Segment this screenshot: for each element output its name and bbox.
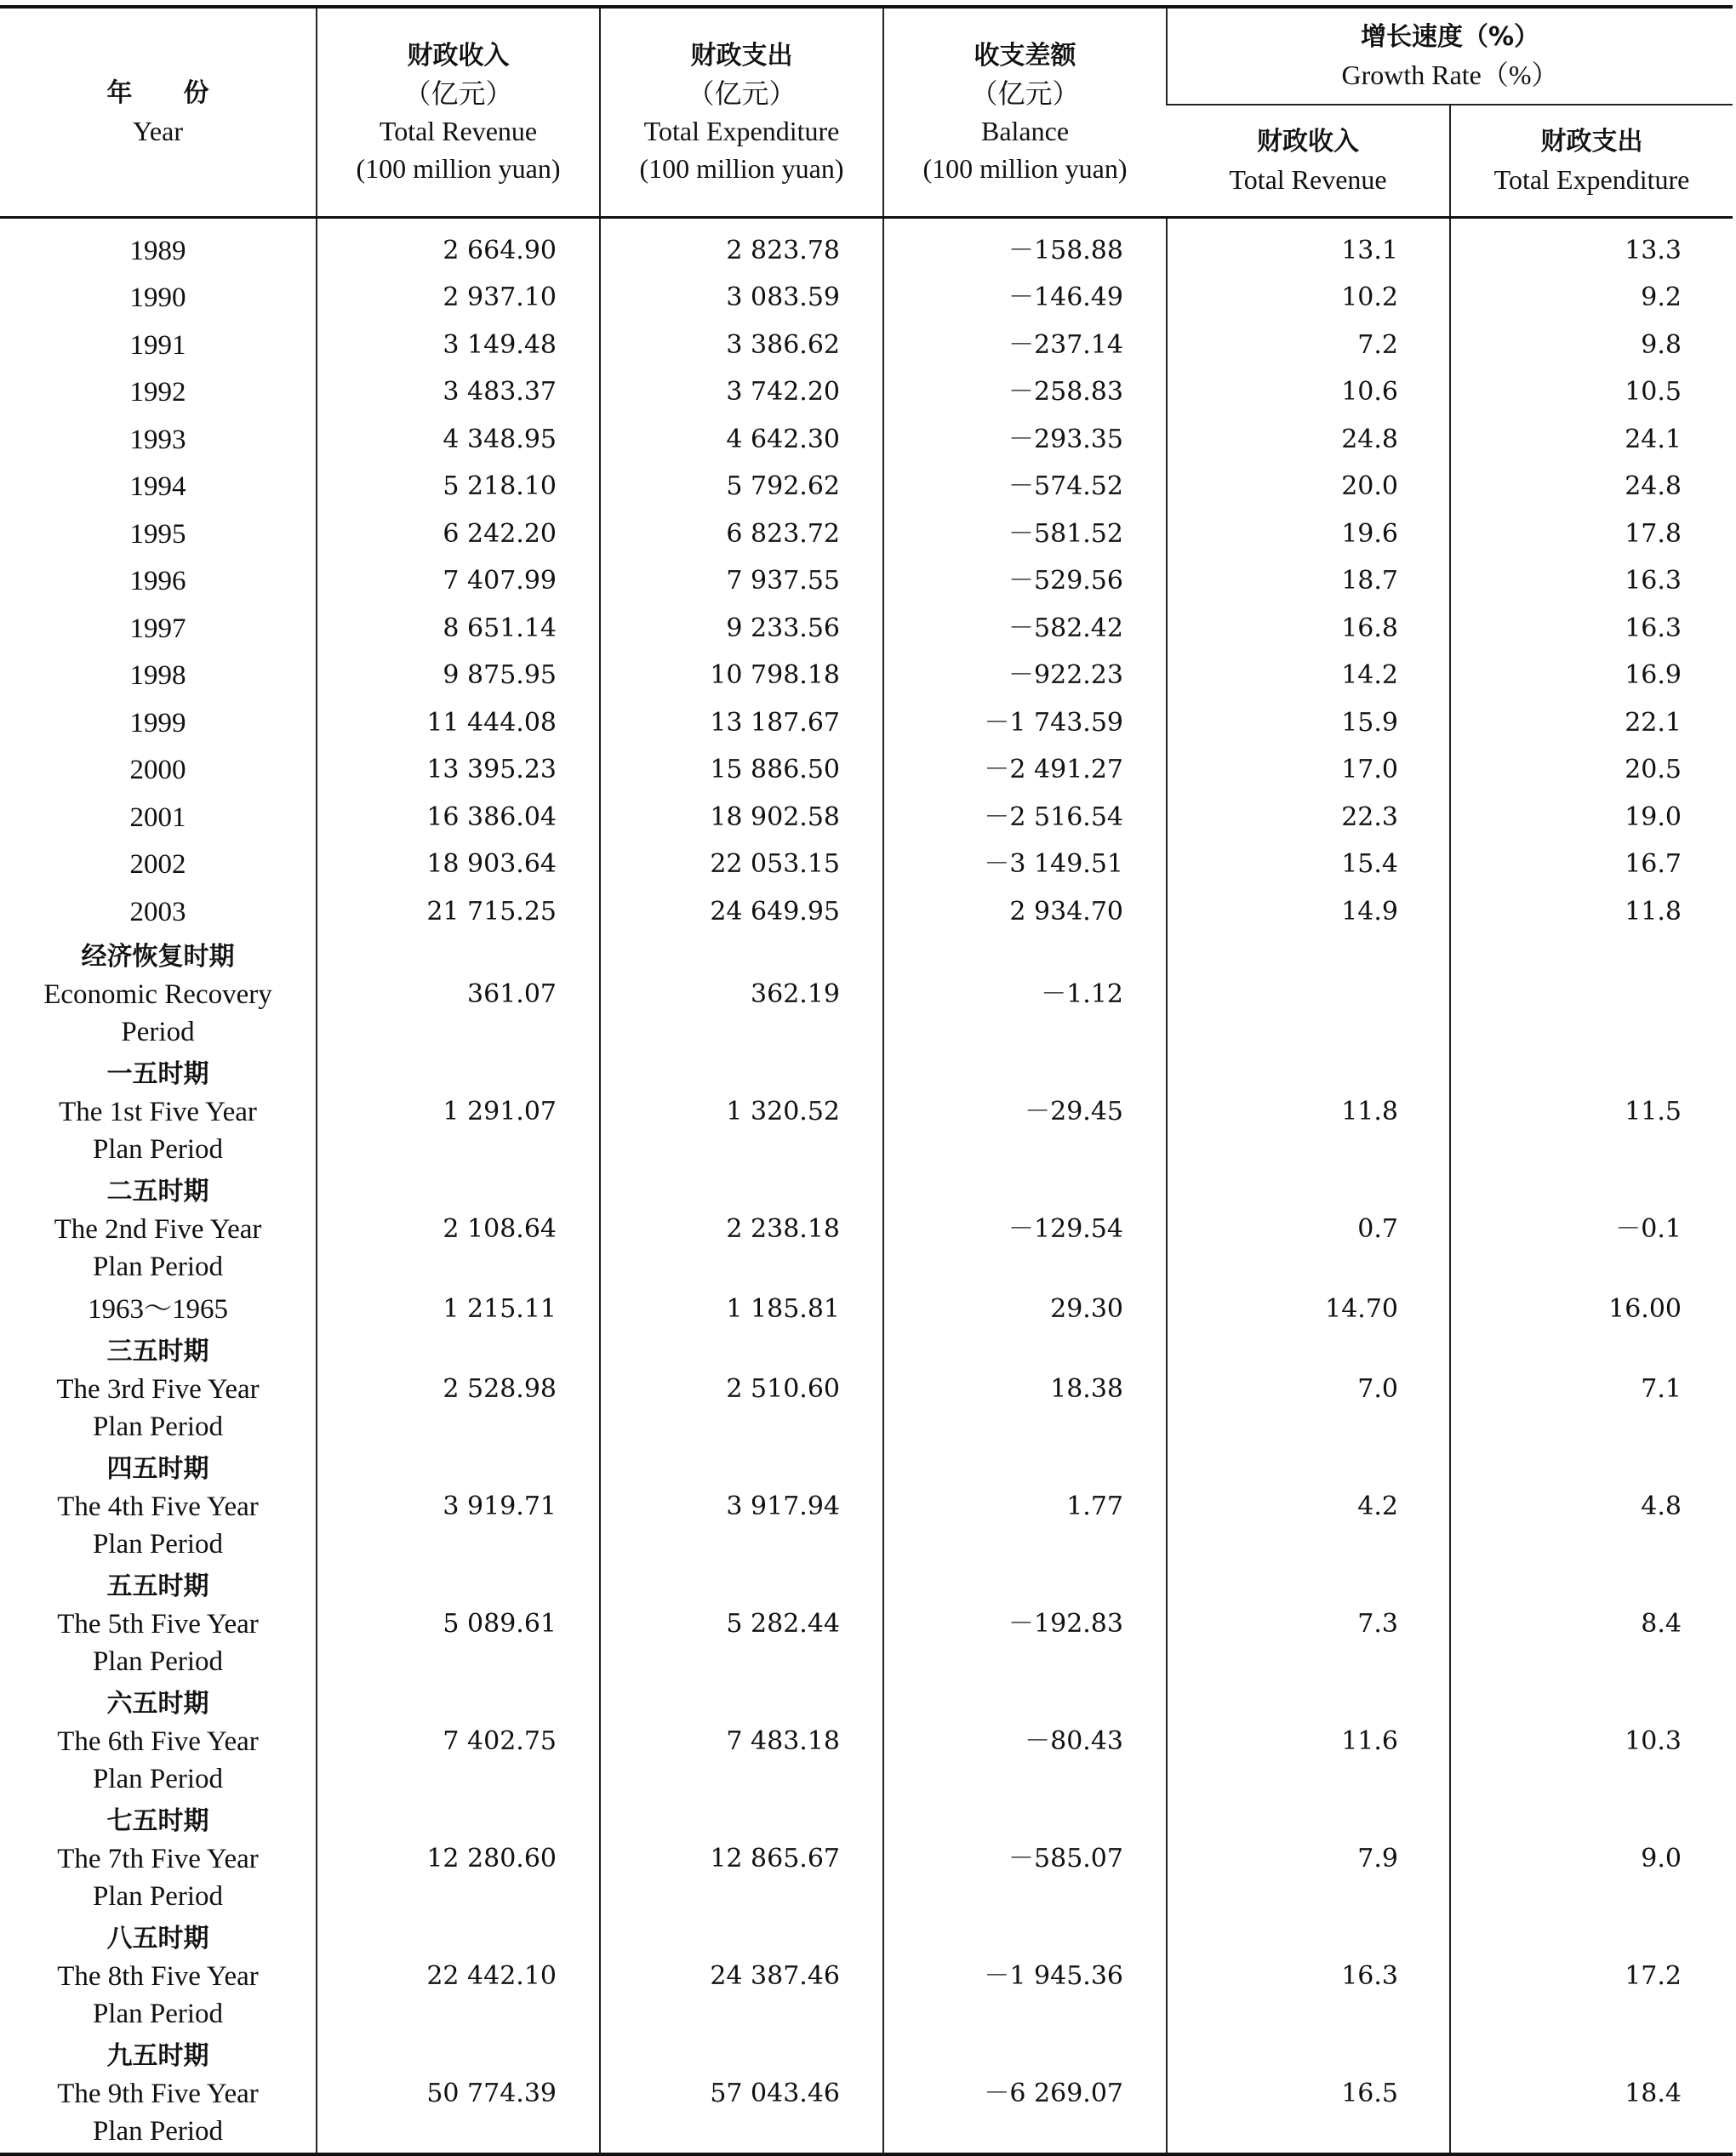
table-row <box>0 1448 1733 1566</box>
period-cell <box>0 1171 317 1288</box>
period-name-zh: 一五时期 <box>106 1058 209 1089</box>
revenue-cell: 2 528.98 <box>317 1331 600 1448</box>
revenue-cell: 3 483.37 <box>317 369 600 417</box>
growth-expenditure-cell: 22.1 <box>1450 699 1733 747</box>
growth-expenditure-cell: 24.1 <box>1450 416 1733 464</box>
expenditure-cell: 2 823.78 <box>600 218 883 275</box>
expenditure-cell: 7 483.18 <box>600 1683 883 1800</box>
header-revenue-unit-en: (100 million yuan) <box>356 153 561 184</box>
revenue-cell: 1 215.11 <box>317 1288 600 1331</box>
header-growth-revenue-zh: 财政收入 <box>1257 127 1359 157</box>
balance-cell: 29.30 <box>883 1288 1167 1331</box>
period-name-en: The 8th Five Year <box>57 1960 259 1992</box>
revenue-cell: 7 402.75 <box>317 1683 600 1800</box>
period-name-en-line2: Plan Period <box>92 1880 224 1912</box>
growth-expenditure-cell: 8.4 <box>1450 1566 1733 1683</box>
year-cell: 2000 <box>129 755 186 786</box>
table-row <box>0 699 1733 747</box>
period-name-en: The 6th Five Year <box>57 1725 259 1757</box>
growth-revenue-cell: 24.8 <box>1167 416 1450 464</box>
balance-cell: －237.14 <box>883 322 1167 369</box>
year-cell: 1996 <box>129 566 186 597</box>
growth-revenue-cell: 16.3 <box>1167 1918 1450 2035</box>
growth-expenditure-cell: 17.2 <box>1450 1918 1733 2035</box>
period-cell <box>0 1053 317 1171</box>
table-row <box>0 322 1733 369</box>
period-name-en-line2: Plan Period <box>92 1998 224 2029</box>
expenditure-cell: 7 937.55 <box>600 558 883 606</box>
period-name-zh: 二五时期 <box>106 1176 209 1206</box>
year-cell: 1991 <box>129 329 186 361</box>
period-name-zh: 六五时期 <box>106 1688 209 1719</box>
header-growth-revenue <box>1167 105 1450 218</box>
revenue-cell: 2 108.64 <box>317 1171 600 1288</box>
growth-expenditure-cell: 24.8 <box>1450 464 1733 511</box>
period-name-en-line2: Period <box>121 1016 195 1047</box>
year-cell: 1990 <box>129 282 186 314</box>
period-name-en: The 4th Five Year <box>57 1491 259 1522</box>
balance-cell: －1.12 <box>883 936 1167 1053</box>
period-name-en-line2: Plan Period <box>92 1411 224 1442</box>
period-name-en: The 5th Five Year <box>57 1608 259 1640</box>
year-cell: 1995 <box>129 518 186 550</box>
header-growth-expenditure-zh: 财政支出 <box>1540 127 1643 157</box>
expenditure-cell: 22 053.15 <box>600 841 883 889</box>
table-row <box>0 1683 1733 1800</box>
growth-revenue-cell: 16.5 <box>1167 2035 1450 2154</box>
growth-expenditure-cell: 16.3 <box>1450 605 1733 653</box>
growth-revenue-cell: 16.8 <box>1167 605 1450 653</box>
table-row <box>0 1918 1733 2035</box>
period-cell <box>0 2035 317 2154</box>
expenditure-cell: 9 233.56 <box>600 605 883 653</box>
growth-expenditure-cell: 4.8 <box>1450 1448 1733 1566</box>
year-cell: 2001 <box>129 801 186 833</box>
growth-expenditure-cell: 9.8 <box>1450 322 1733 369</box>
table-row <box>0 653 1733 700</box>
table-row <box>0 1800 1733 1918</box>
period-name-zh: 八五时期 <box>106 1923 209 1954</box>
table-row <box>0 888 1733 936</box>
year-cell: 2003 <box>129 896 186 927</box>
growth-expenditure-cell: 18.4 <box>1450 2035 1733 2154</box>
table-row <box>0 218 1733 275</box>
header-growth-en: Growth Rate（%） <box>1341 60 1559 90</box>
period-cell <box>0 1288 317 1331</box>
balance-cell: －922.23 <box>883 653 1167 700</box>
growth-revenue-cell: 7.3 <box>1167 1566 1450 1683</box>
growth-expenditure-cell <box>1450 936 1733 1053</box>
header-revenue-unit-zh: （亿元） <box>403 78 513 109</box>
year-cell: 1993 <box>129 424 186 455</box>
revenue-cell: 8 651.14 <box>317 605 600 653</box>
period-name-en: 1963～1965 <box>88 1293 228 1325</box>
balance-cell: －293.35 <box>883 416 1167 464</box>
expenditure-cell: 12 865.67 <box>600 1800 883 1918</box>
growth-expenditure-cell: 7.1 <box>1450 1331 1733 1448</box>
expenditure-cell: 1 320.52 <box>600 1053 883 1171</box>
header-expenditure-zh: 财政支出 <box>690 41 793 71</box>
year-cell: 1989 <box>129 235 186 266</box>
header-year-zh: 年 份 <box>106 78 209 108</box>
table-row <box>0 464 1733 511</box>
year-cell: 1992 <box>129 377 186 408</box>
table-row <box>0 605 1733 653</box>
growth-expenditure-cell: 10.3 <box>1450 1683 1733 1800</box>
growth-revenue-cell: 22.3 <box>1167 794 1450 841</box>
expenditure-cell: 15 886.50 <box>600 747 883 795</box>
header-expenditure-en: Total Expenditure <box>643 116 840 146</box>
balance-cell: －2 516.54 <box>883 794 1167 841</box>
header-growth <box>1167 9 1733 105</box>
table-row <box>0 1053 1733 1171</box>
revenue-cell: 22 442.10 <box>317 1918 600 2035</box>
expenditure-cell: 13 187.67 <box>600 699 883 747</box>
balance-cell: －1 743.59 <box>883 699 1167 747</box>
expenditure-cell: 24 649.95 <box>600 888 883 936</box>
growth-revenue-cell: 4.2 <box>1167 1448 1450 1566</box>
table-row <box>0 1288 1733 1331</box>
year-cell: 1999 <box>129 707 186 739</box>
expenditure-cell: 1 185.81 <box>600 1288 883 1331</box>
revenue-cell: 11 444.08 <box>317 699 600 747</box>
period-name-en-line2: Plan Period <box>92 1251 224 1282</box>
growth-expenditure-cell: 16.00 <box>1450 1288 1733 1331</box>
table-row <box>0 841 1733 889</box>
year-cell: 1998 <box>129 660 186 692</box>
revenue-cell: 12 280.60 <box>317 1800 600 1918</box>
expenditure-cell: 5 792.62 <box>600 464 883 511</box>
period-name-en-line2: Plan Period <box>92 1133 224 1165</box>
header-balance-unit-zh: （亿元） <box>970 78 1080 109</box>
table-row <box>0 2035 1733 2154</box>
growth-revenue-cell: 11.6 <box>1167 1683 1450 1800</box>
period-name-zh: 九五时期 <box>106 2040 209 2071</box>
table-body <box>0 218 1733 2154</box>
table-row <box>0 558 1733 606</box>
table-row <box>0 510 1733 558</box>
growth-revenue-cell: 10.6 <box>1167 369 1450 417</box>
period-name-en: The 9th Five Year <box>57 2078 259 2109</box>
balance-cell: －192.83 <box>883 1566 1167 1683</box>
balance-cell: 18.38 <box>883 1331 1167 1448</box>
growth-revenue-cell: 7.2 <box>1167 322 1450 369</box>
growth-revenue-cell: 11.8 <box>1167 1053 1450 1171</box>
growth-revenue-cell: 18.7 <box>1167 558 1450 606</box>
revenue-cell: 3 149.48 <box>317 322 600 369</box>
revenue-cell: 3 919.71 <box>317 1448 600 1566</box>
year-cell: 1994 <box>129 471 186 503</box>
expenditure-cell: 10 798.18 <box>600 653 883 700</box>
growth-expenditure-cell: 9.0 <box>1450 1800 1733 1918</box>
balance-cell: －581.52 <box>883 510 1167 558</box>
growth-expenditure-cell: －0.1 <box>1450 1171 1733 1288</box>
period-cell <box>0 1918 317 2035</box>
growth-revenue-cell: 15.4 <box>1167 841 1450 889</box>
period-name-en: The 1st Five Year <box>59 1096 257 1127</box>
growth-revenue-cell: 19.6 <box>1167 510 1450 558</box>
revenue-cell: 2 664.90 <box>317 218 600 275</box>
growth-revenue-cell: 7.9 <box>1167 1800 1450 1918</box>
header-revenue-en: Total Revenue <box>379 116 538 146</box>
growth-revenue-cell: 15.9 <box>1167 699 1450 747</box>
header-balance-unit-en: (100 million yuan) <box>922 153 1128 184</box>
header-balance-zh: 收支差额 <box>974 41 1076 71</box>
table-row <box>0 1331 1733 1448</box>
growth-revenue-cell: 0.7 <box>1167 1171 1450 1288</box>
revenue-cell: 6 242.20 <box>317 510 600 558</box>
header-year <box>0 9 317 218</box>
period-name-en-line2: Plan Period <box>92 1528 224 1560</box>
table-header <box>0 9 1733 218</box>
table-row <box>0 275 1733 322</box>
expenditure-cell: 362.19 <box>600 936 883 1053</box>
period-name-zh: 七五时期 <box>106 1805 209 1836</box>
expenditure-cell: 4 642.30 <box>600 416 883 464</box>
header-revenue-zh: 财政收入 <box>407 41 510 71</box>
header-expenditure <box>600 9 883 218</box>
revenue-cell: 13 395.23 <box>317 747 600 795</box>
balance-cell: －2 491.27 <box>883 747 1167 795</box>
header-balance <box>883 9 1167 218</box>
expenditure-cell: 3 742.20 <box>600 369 883 417</box>
table-row <box>0 747 1733 795</box>
period-name-en: The 3rd Five Year <box>56 1373 260 1405</box>
expenditure-cell: 57 043.46 <box>600 2035 883 2154</box>
expenditure-cell: 3 083.59 <box>600 275 883 322</box>
period-name-zh: 五五时期 <box>106 1571 209 1601</box>
header-balance-en: Balance <box>980 116 1070 146</box>
balance-cell: －582.42 <box>883 605 1167 653</box>
year-cell: 1997 <box>129 613 186 644</box>
period-name-en: Economic Recovery <box>43 978 272 1010</box>
table-row <box>0 794 1733 841</box>
period-cell <box>0 1800 317 1918</box>
revenue-cell: 50 774.39 <box>317 2035 600 2154</box>
balance-cell: －146.49 <box>883 275 1167 322</box>
revenue-cell: 7 407.99 <box>317 558 600 606</box>
period-name-en-line2: Plan Period <box>92 2115 224 2147</box>
expenditure-cell: 24 387.46 <box>600 1918 883 2035</box>
period-cell <box>0 1683 317 1800</box>
revenue-cell: 361.07 <box>317 936 600 1053</box>
revenue-cell: 18 903.64 <box>317 841 600 889</box>
expenditure-cell: 3 386.62 <box>600 322 883 369</box>
growth-revenue-cell <box>1167 936 1450 1053</box>
header-expenditure-unit-en: (100 million yuan) <box>639 153 844 184</box>
table-row <box>0 936 1733 1053</box>
growth-expenditure-cell: 17.8 <box>1450 510 1733 558</box>
balance-cell: 1.77 <box>883 1448 1167 1566</box>
growth-revenue-cell: 14.2 <box>1167 653 1450 700</box>
period-cell <box>0 936 317 1053</box>
balance-cell: －80.43 <box>883 1683 1167 1800</box>
expenditure-cell: 6 823.72 <box>600 510 883 558</box>
balance-cell: －529.56 <box>883 558 1167 606</box>
growth-expenditure-cell: 16.3 <box>1450 558 1733 606</box>
header-growth-expenditure-en: Total Expenditure <box>1493 164 1690 195</box>
balance-cell: －1 945.36 <box>883 1918 1167 2035</box>
period-name-en-line2: Plan Period <box>92 1646 224 1677</box>
growth-expenditure-cell: 19.0 <box>1450 794 1733 841</box>
balance-cell: －3 149.51 <box>883 841 1167 889</box>
table-row <box>0 1566 1733 1683</box>
balance-cell: 2 934.70 <box>883 888 1167 936</box>
header-growth-revenue-en: Total Revenue <box>1229 164 1387 195</box>
growth-expenditure-cell: 11.8 <box>1450 888 1733 936</box>
revenue-cell: 4 348.95 <box>317 416 600 464</box>
header-expenditure-unit-zh: （亿元） <box>687 78 797 109</box>
revenue-cell: 5 218.10 <box>317 464 600 511</box>
expenditure-cell: 5 282.44 <box>600 1566 883 1683</box>
table-row <box>0 416 1733 464</box>
balance-cell: －158.88 <box>883 218 1167 275</box>
period-cell <box>0 1566 317 1683</box>
growth-expenditure-cell: 13.3 <box>1450 218 1733 275</box>
revenue-cell: 16 386.04 <box>317 794 600 841</box>
growth-expenditure-cell: 20.5 <box>1450 747 1733 795</box>
expenditure-cell: 3 917.94 <box>600 1448 883 1566</box>
revenue-cell: 5 089.61 <box>317 1566 600 1683</box>
revenue-cell: 1 291.07 <box>317 1053 600 1171</box>
header-year-en: Year <box>133 116 183 146</box>
period-name-zh: 四五时期 <box>106 1453 209 1484</box>
balance-cell: －258.83 <box>883 369 1167 417</box>
period-name-en-line2: Plan Period <box>92 1763 224 1794</box>
growth-expenditure-cell: 16.9 <box>1450 653 1733 700</box>
growth-expenditure-cell: 10.5 <box>1450 369 1733 417</box>
period-name-en: The 2nd Five Year <box>54 1213 262 1245</box>
header-growth-zh: 增长速度（%） <box>1360 22 1540 52</box>
year-cell: 2002 <box>129 849 186 881</box>
expenditure-cell: 2 238.18 <box>600 1171 883 1288</box>
growth-revenue-cell: 7.0 <box>1167 1331 1450 1448</box>
period-cell <box>0 1331 317 1448</box>
table-row <box>0 369 1733 417</box>
growth-expenditure-cell: 9.2 <box>1450 275 1733 322</box>
header-growth-expenditure <box>1450 105 1733 218</box>
period-cell <box>0 1448 317 1566</box>
revenue-cell: 9 875.95 <box>317 653 600 700</box>
revenue-cell: 21 715.25 <box>317 888 600 936</box>
growth-revenue-cell: 14.70 <box>1167 1288 1450 1331</box>
growth-expenditure-cell: 16.7 <box>1450 841 1733 889</box>
finance-table <box>0 9 1733 2156</box>
period-name-en: The 7th Five Year <box>57 1843 259 1874</box>
balance-cell: －129.54 <box>883 1171 1167 1288</box>
expenditure-cell: 18 902.58 <box>600 794 883 841</box>
balance-cell: －585.07 <box>883 1800 1167 1918</box>
period-name-zh: 三五时期 <box>106 1336 209 1366</box>
period-name-zh: 经济恢复时期 <box>81 941 235 972</box>
growth-revenue-cell: 20.0 <box>1167 464 1450 511</box>
balance-cell: －574.52 <box>883 464 1167 511</box>
growth-revenue-cell: 14.9 <box>1167 888 1450 936</box>
revenue-cell: 2 937.10 <box>317 275 600 322</box>
table-row <box>0 1171 1733 1288</box>
balance-cell: －29.45 <box>883 1053 1167 1171</box>
balance-cell: －6 269.07 <box>883 2035 1167 2154</box>
growth-expenditure-cell: 11.5 <box>1450 1053 1733 1171</box>
header-revenue <box>317 9 600 218</box>
expenditure-cell: 2 510.60 <box>600 1331 883 1448</box>
growth-revenue-cell: 10.2 <box>1167 275 1450 322</box>
growth-revenue-cell: 17.0 <box>1167 747 1450 795</box>
growth-revenue-cell: 13.1 <box>1167 218 1450 275</box>
